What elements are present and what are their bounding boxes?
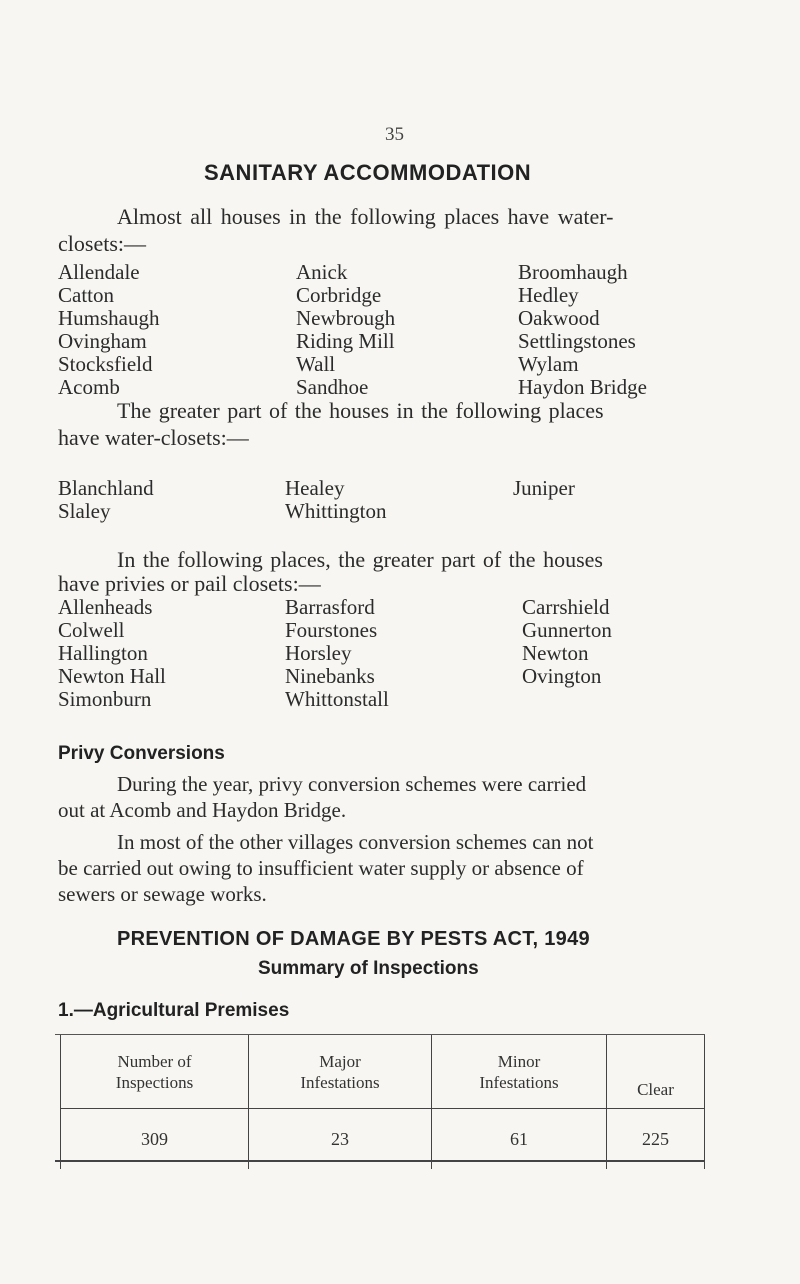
- place-name: Blanchland: [58, 476, 154, 500]
- place-name: Hallington: [58, 641, 148, 665]
- privies-line-2: have privies or pail closets:—: [58, 571, 321, 596]
- subheading-privy-conversions: Privy Conversions: [58, 743, 225, 764]
- places-column-1: [58, 261, 160, 399]
- place-name: Newbrough: [296, 306, 396, 330]
- place-name: Allendale: [58, 260, 140, 284]
- privies-line-1: In the following places, the greater part of the houses: [117, 547, 603, 572]
- intro-line-2: closets:—: [58, 231, 146, 256]
- conversion-para-2-line-2: be carried out owing to insufficient water supply or absence of: [58, 856, 584, 880]
- place-name: Oakwood: [518, 306, 600, 330]
- place-name: Wylam: [518, 352, 579, 376]
- place-name: Fourstones: [285, 618, 378, 642]
- place-name: Ovingham: [58, 329, 147, 353]
- table-cell: 23: [249, 1109, 432, 1170]
- place-name: Hedley: [518, 283, 579, 307]
- greater-column-1: [58, 477, 154, 523]
- place-name: Carrshield: [522, 595, 610, 619]
- subheading-agricultural: 1.—Agricultural Premises: [58, 1000, 290, 1021]
- place-name: Newton Hall: [58, 664, 166, 688]
- place-name: Anick: [296, 260, 348, 284]
- place-name: Whittonstall: [285, 687, 389, 711]
- header-cell: Minor Infestations: [432, 1035, 607, 1109]
- place-name: Acomb: [58, 375, 120, 399]
- place-name: Catton: [58, 283, 114, 307]
- greater-part-line-2: have water-closets:—: [58, 425, 249, 450]
- places-column-2: [296, 261, 395, 399]
- inspections-table: [60, 1035, 705, 1169]
- privies-column-3: [522, 596, 612, 688]
- place-name: Haydon Bridge: [518, 375, 647, 399]
- table-cell: 61: [432, 1109, 607, 1170]
- place-name: Slaley: [58, 499, 111, 523]
- header-cell: Major Infestations: [249, 1035, 432, 1109]
- place-name: Healey: [285, 476, 345, 500]
- places-column-3: [518, 261, 647, 399]
- place-name: Settlingstones: [518, 329, 636, 353]
- place-name: Corbridge: [296, 283, 382, 307]
- place-name: Ninebanks: [285, 664, 375, 688]
- place-name: Gunnerton: [522, 618, 612, 642]
- header-cell: Number of Inspections: [61, 1035, 249, 1109]
- greater-column-3: [513, 477, 575, 500]
- place-name: Simonburn: [58, 687, 152, 711]
- place-name: Newton: [522, 641, 589, 665]
- greater-column-2: [285, 477, 387, 523]
- greater-part-line-1: The greater part of the houses in the following places: [117, 398, 604, 423]
- conversion-para-2-line-3: sewers or sewage works.: [58, 882, 267, 906]
- place-name: Whittington: [285, 499, 387, 523]
- place-name: Horsley: [285, 641, 352, 665]
- table-bottom-rule: [55, 1160, 705, 1162]
- place-name: Stocksfield: [58, 352, 153, 376]
- conversion-para-1-line-2: out at Acomb and Haydon Bridge.: [58, 798, 347, 822]
- place-name: Juniper: [513, 476, 575, 500]
- place-name: Ovington: [522, 664, 602, 688]
- place-name: Allenheads: [58, 595, 153, 619]
- table-cell: 225: [607, 1109, 705, 1170]
- place-name: Colwell: [58, 618, 125, 642]
- place-name: Barrasford: [285, 595, 375, 619]
- subheading-summary: Summary of Inspections: [258, 958, 479, 979]
- header-cell: Clear: [607, 1035, 705, 1109]
- intro-line-1: Almost all houses in the following places have water-: [117, 204, 614, 229]
- place-name: Broomhaugh: [518, 260, 628, 284]
- conversion-para-2-line-1: In most of the other villages conversion schemes can not: [117, 830, 594, 854]
- section-heading-sanitary: SANITARY ACCOMMODATION: [204, 160, 532, 185]
- table-header-row: [61, 1035, 705, 1109]
- table-cell: 309: [61, 1109, 249, 1170]
- privies-column-1: [58, 596, 166, 711]
- privies-column-2: [285, 596, 389, 711]
- place-name: Sandhoe: [296, 375, 369, 399]
- page-number: 35: [385, 124, 404, 145]
- place-name: Riding Mill: [296, 329, 395, 353]
- place-name: Humshaugh: [58, 306, 160, 330]
- place-name: Wall: [296, 352, 336, 376]
- conversion-para-1-line-1: During the year, privy conversion schemes were carried: [117, 772, 587, 796]
- section-heading-pests: PREVENTION OF DAMAGE BY PESTS ACT, 1949: [117, 928, 590, 950]
